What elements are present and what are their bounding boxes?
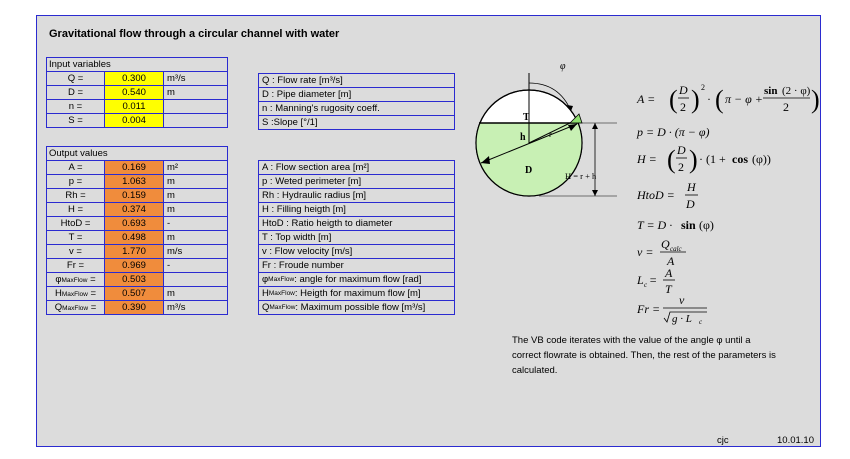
output-row bbox=[47, 161, 227, 175]
output-unit: - bbox=[167, 260, 171, 271]
svg-text:D: D bbox=[679, 83, 688, 97]
output-row bbox=[47, 189, 227, 203]
phi-label: φ bbox=[560, 61, 566, 72]
output-label bbox=[47, 287, 105, 300]
output-row bbox=[47, 245, 227, 259]
output-description: Fr : Froude number bbox=[259, 259, 454, 273]
svg-text:(φ)): (φ)) bbox=[752, 152, 771, 166]
svg-text:p = D · (π − φ): p = D · (π − φ) bbox=[637, 125, 710, 139]
output-value-cell: 0.374 bbox=[105, 203, 164, 216]
svg-text:(2 · φ): (2 · φ) bbox=[782, 85, 811, 97]
input-value-cell[interactable]: 0.300 bbox=[105, 72, 164, 85]
desc-subscript: MaxFlow bbox=[268, 290, 295, 297]
output-label: p = bbox=[47, 175, 105, 188]
formula-height bbox=[636, 143, 771, 174]
output-unit: m/s bbox=[167, 246, 183, 257]
output-values-table bbox=[46, 146, 228, 315]
svg-text:): ) bbox=[691, 85, 700, 114]
svg-text:=: = bbox=[649, 273, 658, 287]
svg-text:g · L: g · L bbox=[672, 313, 692, 325]
output-row bbox=[47, 287, 227, 301]
svg-text:Fr =: Fr = bbox=[637, 302, 661, 316]
desc-symbol: H bbox=[262, 288, 269, 299]
svg-text:v =: v = bbox=[637, 245, 654, 259]
output-description: H : Filling heigth [m] bbox=[259, 203, 454, 217]
svg-text:2: 2 bbox=[783, 100, 789, 114]
svg-text:(: ( bbox=[669, 85, 678, 114]
output-unit: m bbox=[167, 204, 175, 215]
svg-text:HtoD =: HtoD = bbox=[637, 188, 675, 202]
h-label: h bbox=[520, 132, 526, 143]
desc-symbol: Q bbox=[262, 302, 270, 313]
input-header: Input variables bbox=[47, 58, 227, 72]
explanation-note: The VB code iterates with the value of the angle φ until a correct flowrate is obtained. Then, the rest of the parameters is calculated. bbox=[512, 335, 776, 376]
output-description bbox=[259, 301, 454, 314]
input-description: Q : Flow rate [m³/s] bbox=[259, 74, 454, 88]
author: cjc bbox=[717, 435, 729, 446]
height-label: H = r + h bbox=[565, 171, 597, 181]
svg-text:T: T bbox=[665, 282, 672, 296]
input-description: n : Manning's rugosity coeff. bbox=[259, 102, 454, 116]
output-label bbox=[47, 301, 105, 314]
output-description: Rh : Hydraulic radius [m] bbox=[259, 189, 454, 203]
input-description: D : Pipe diameter [m] bbox=[259, 88, 454, 102]
svg-text:): ) bbox=[811, 85, 820, 114]
output-unit: m² bbox=[167, 162, 179, 173]
desc-subscript: MaxFlow bbox=[269, 304, 296, 311]
output-description bbox=[259, 273, 454, 287]
diameter-label: D bbox=[525, 165, 533, 176]
output-value-cell: 0.159 bbox=[105, 189, 164, 202]
output-unit bbox=[164, 273, 227, 286]
svg-text:calc: calc bbox=[670, 245, 682, 253]
input-value-cell[interactable]: 0.011 bbox=[105, 100, 164, 113]
output-value-cell: 0.498 bbox=[105, 231, 164, 244]
desc-text: : angle for maximum flow [rad] bbox=[294, 274, 422, 285]
output-label-symbol: φ bbox=[55, 274, 62, 285]
svg-text:π − φ +: π − φ + bbox=[725, 92, 763, 106]
input-value-cell[interactable]: 0.004 bbox=[105, 114, 164, 127]
output-unit: m bbox=[167, 190, 175, 201]
output-description: A : Flow section area [m²] bbox=[259, 161, 454, 175]
input-value-cell[interactable]: 0.540 bbox=[105, 86, 164, 99]
output-label-eq: = bbox=[87, 274, 96, 285]
input-unit: m³/s bbox=[167, 73, 186, 84]
worksheet bbox=[36, 15, 821, 447]
input-label: D = bbox=[47, 86, 105, 99]
input-description: S :Slope [°/1] bbox=[262, 117, 318, 128]
output-value-cell: 0.390 bbox=[105, 301, 164, 314]
input-label: Q = bbox=[47, 72, 105, 85]
output-value-cell: 0.969 bbox=[105, 259, 164, 272]
output-value-cell: 0.169 bbox=[105, 161, 164, 174]
input-row bbox=[47, 100, 227, 114]
output-value-cell: 0.503 bbox=[105, 273, 164, 286]
svg-text:·: · bbox=[707, 92, 711, 106]
output-label: A = bbox=[47, 161, 105, 174]
svg-text:L: L bbox=[637, 273, 644, 287]
output-unit: m³/s bbox=[167, 302, 186, 313]
output-row bbox=[47, 231, 227, 245]
svg-text:H: H bbox=[687, 180, 696, 194]
svg-text:A: A bbox=[665, 266, 673, 280]
output-unit: m bbox=[167, 288, 175, 299]
output-value-cell: 0.507 bbox=[105, 287, 164, 300]
output-label-subscript: MaxFlow bbox=[61, 291, 88, 298]
formula-panel bbox=[635, 66, 820, 326]
output-unit: - bbox=[167, 218, 171, 229]
output-unit: m bbox=[167, 176, 175, 187]
output-label: T = bbox=[47, 231, 105, 244]
output-unit: m bbox=[167, 232, 175, 243]
formula-topwidth bbox=[637, 218, 714, 232]
input-unit bbox=[164, 100, 227, 113]
desc-symbol: φ bbox=[262, 274, 269, 285]
output-label-eq: = bbox=[87, 288, 97, 299]
output-description: p : Weted perimeter [m] bbox=[259, 175, 454, 189]
svg-text:2: 2 bbox=[680, 100, 686, 114]
input-row bbox=[47, 114, 227, 127]
svg-text:D: D bbox=[677, 143, 686, 157]
formula-froude bbox=[636, 293, 707, 326]
output-value-cell: 1.770 bbox=[105, 245, 164, 258]
output-label: v = bbox=[47, 245, 105, 258]
svg-text:cos: cos bbox=[732, 152, 748, 166]
output-header: Output values bbox=[47, 147, 227, 161]
top-width-label: T bbox=[523, 112, 530, 123]
output-description bbox=[259, 287, 454, 301]
svg-text:D: D bbox=[686, 197, 695, 211]
input-label: S = bbox=[47, 114, 105, 127]
input-label: n = bbox=[47, 100, 105, 113]
output-label-symbol: H bbox=[54, 288, 62, 299]
formula-perimeter bbox=[636, 125, 710, 139]
output-row bbox=[47, 273, 227, 287]
output-label-subscript: MaxFlow bbox=[61, 277, 88, 284]
svg-text:sin: sin bbox=[764, 85, 778, 97]
desc-text: : Maximum possible flow [m³/s] bbox=[295, 302, 426, 313]
svg-text:): ) bbox=[689, 145, 698, 174]
output-label: HtoD = bbox=[47, 217, 105, 230]
output-label: Rh = bbox=[47, 189, 105, 202]
svg-text:2: 2 bbox=[678, 160, 684, 174]
svg-text:· (1 +: · (1 + bbox=[699, 152, 726, 166]
output-label: Fr = bbox=[47, 259, 105, 272]
svg-text:c: c bbox=[699, 318, 703, 326]
svg-text:(φ): (φ) bbox=[699, 218, 714, 232]
svg-text:A =: A = bbox=[637, 92, 656, 106]
date: 10.01.10 bbox=[777, 435, 814, 446]
svg-text:sin: sin bbox=[681, 218, 696, 232]
svg-text:Q: Q bbox=[661, 237, 670, 251]
svg-text:T = D ·: T = D · bbox=[637, 218, 673, 232]
output-description: v : Flow velocity [m/s] bbox=[259, 245, 454, 259]
svg-text:(: ( bbox=[667, 145, 676, 174]
svg-text:v: v bbox=[679, 293, 685, 307]
input-descriptions bbox=[258, 73, 455, 130]
svg-text:2: 2 bbox=[701, 83, 705, 92]
desc-text: : Heigth for maximum flow [m] bbox=[294, 288, 421, 299]
formula-velocity bbox=[637, 237, 686, 268]
output-row bbox=[47, 301, 227, 314]
output-row bbox=[47, 203, 227, 217]
output-value-cell: 0.693 bbox=[105, 217, 164, 230]
input-unit: m bbox=[167, 87, 175, 98]
svg-text:H =: H = bbox=[637, 152, 657, 166]
output-label-subscript: MaxFlow bbox=[62, 305, 89, 312]
svg-text:A: A bbox=[667, 254, 675, 268]
pipe-cross-section-diagram bbox=[467, 61, 607, 196]
output-description: T : Top width [m] bbox=[259, 231, 454, 245]
page-title: Gravitational flow through a circular channel with water bbox=[49, 28, 340, 40]
formula-lc bbox=[636, 266, 675, 296]
output-row bbox=[47, 175, 227, 189]
output-label: H = bbox=[47, 203, 105, 216]
input-unit bbox=[164, 114, 227, 127]
input-variables-table bbox=[46, 57, 228, 128]
svg-text:(: ( bbox=[715, 85, 724, 114]
output-value-cell: 1.063 bbox=[105, 175, 164, 188]
input-row bbox=[47, 86, 227, 100]
output-label bbox=[47, 273, 105, 286]
input-row bbox=[47, 72, 227, 86]
output-descriptions bbox=[258, 160, 455, 315]
r-label: r bbox=[549, 130, 552, 139]
output-label-eq: = bbox=[88, 302, 97, 313]
output-description: HtoD : Ratio heigth to diameter bbox=[259, 217, 454, 231]
output-label-symbol: Q bbox=[54, 302, 63, 313]
formula-area bbox=[636, 83, 820, 114]
desc-subscript: MaxFlow bbox=[268, 276, 295, 283]
formula-htod bbox=[636, 180, 698, 211]
svg-text:c: c bbox=[644, 281, 648, 289]
output-row bbox=[47, 217, 227, 231]
output-row bbox=[47, 259, 227, 273]
